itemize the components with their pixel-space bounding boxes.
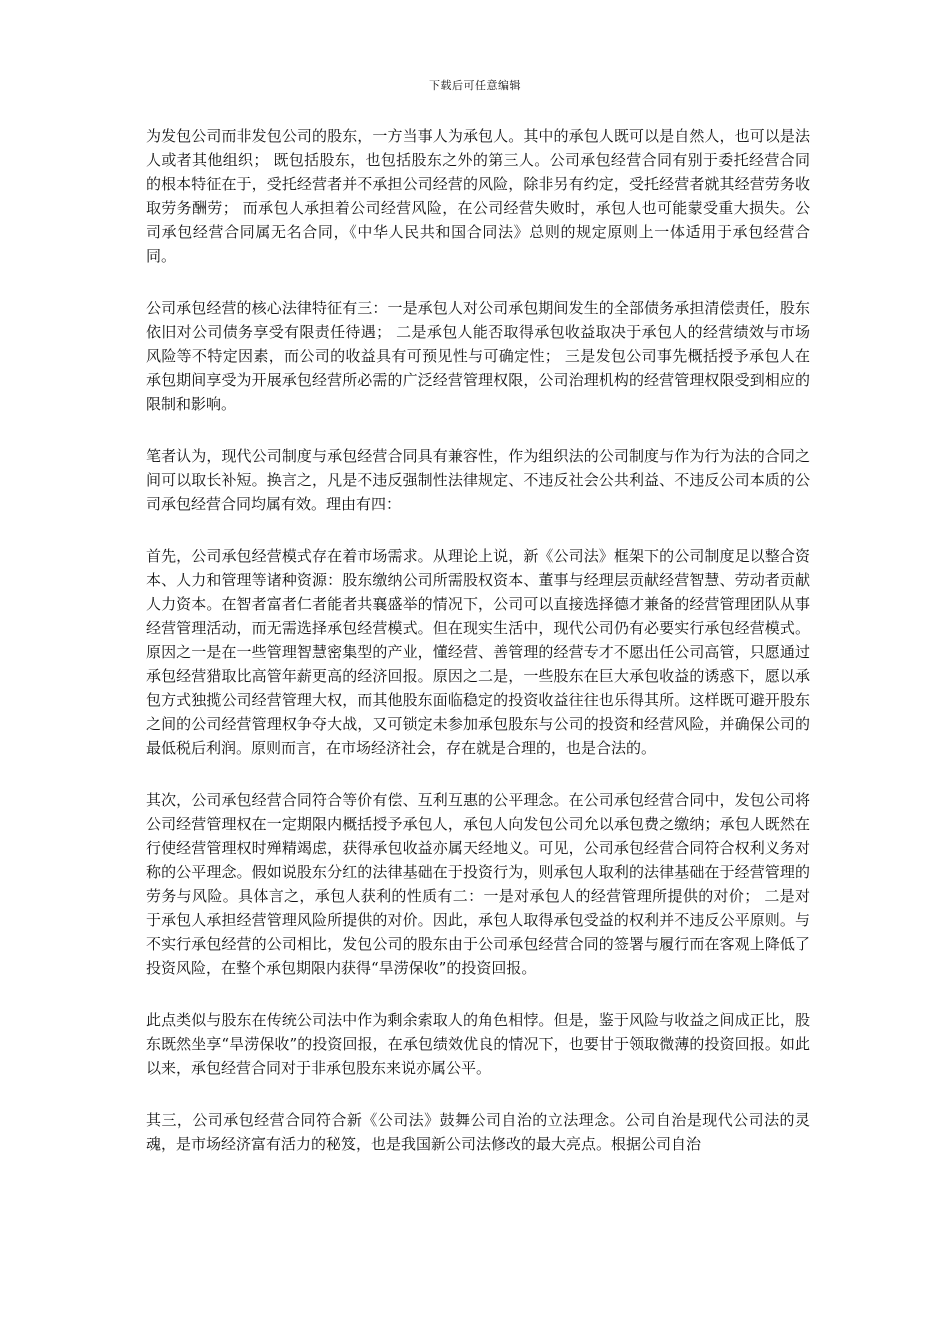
paragraph-1: 为发包公司而非发包公司的股东，一方当事人为承包人。其中的承包人既可以是自然人，也可以是法人或者其他组织； 既包括股东，也包括股东之外的第三人。公司承包经营合同有别于委托经营合同的根本特征在于，受托经营者并不承担公司经营的风险，除非另有约定，受托经营者就其经营劳务收取劳务酬劳； 而承包人承担着公司经营风险，在公司经营失败时，承包人也可能蒙受重大损失。公司承包经营合同属无名合同，《中华人民共和国合同法》总则的规定原则上一体适用于承包经营合同。	[146, 127, 810, 265]
document-body	[146, 124, 810, 1156]
paragraph-4: 首先，公司承包经营模式存在着市场需求。从理论上说，新《公司法》框架下的公司制度足以整合资本、人力和管理等诸种资源：股东缴纳公司所需股权资本、董事与经理层贡献经营智慧、劳动者贡献人力资本。在智者富者仁者能者共襄盛举的情况下，公司可以直接选择德才兼备的经营管理团队从事经营管理活动，而无需选择承包经营模式。但在现实生活中，现代公司仍有必要实行承包经营模式。原因之一是在一些管理智慧密集型的产业，懂经营、善管理的经营专才不愿出任公司高管，只愿通过承包经营猎取比高管年薪更高的经济回报。原因之二是，一些股东在巨大承包收益的诱惑下，愿以承包方式独揽公司经营管理大权，而其他股东面临稳定的投资收益往往也乐得其所。这样既可避开股东之间的公司经营管理权争夺大战，又可锁定未参加承包股东与公司的投资和经营风险，并确保公司的最低税后利润。原则而言，在市场经济社会，存在就是合理的，也是合法的。	[146, 547, 810, 757]
paragraph-2: 公司承包经营的核心法律特征有三：一是承包人对公司承包期间发生的全部债务承担清偿责任，股东依旧对公司债务享受有限责任待遇； 二是承包人能否取得承包收益取决于承包人的经营绩效与市场风险等不特定因素，而公司的收益具有可预见性与可确定性； 三是发包公司事先概括授予承包人在承包期间享受为开展承包经营所必需的广泛经营管理权限，公司治理机构的经营管理权限受到相应的限制和影响。	[146, 299, 810, 413]
page-header: 下载后可任意编辑	[429, 79, 521, 92]
paragraph-3: 笔者认为，现代公司制度与承包经营合同具有兼容性，作为组织法的公司制度与作为行为法的合同之间可以取长补短。换言之，凡是不违反强制性法律规定、不违反社会公共利益、不违反公司本质的公司承包经营合同均属有效。理由有四：	[146, 447, 810, 513]
paragraph-6: 此点类似与股东在传统公司法中作为剩余索取人的角色相悖。但是，鉴于风险与收益之间成正比，股东既然坐享“旱涝保收”的投资回报，在承包绩效优良的情况下，也要甘于领取微薄的投资回报。如此以来，承包经营合同对于非承包股东来说亦属公平。	[146, 1011, 810, 1077]
paragraph-7: 其三，公司承包经营合同符合新《公司法》鼓舞公司自治的立法理念。公司自治是现代公司法的灵魂，是市场经济富有活力的秘笈，也是我国新公司法修改的最大亮点。根据公司自治	[146, 1111, 810, 1153]
paragraph-5: 其次，公司承包经营合同符合等价有偿、互利互惠的公平理念。在公司承包经营合同中，发包公司将公司经营管理权在一定期限内概括授予承包人，承包人向发包公司允以承包费之缴纳；承包人既然在行使经营管理权时殚精竭虑，获得承包收益亦属天经地义。可见，公司承包经营合同符合权利义务对称的公平理念。假如说股东分红的法律基础在于投资行为，则承包人取利的法律基础在于经营管理的劳务与风险。具体言之，承包人获利的性质有二：一是对承包人的经营管理所提供的对价； 二是对于承包人承担经营管理风险所提供的对价。因此，承包人取得承包受益的权利并不违反公平原则。与不实行承包经营的公司相比，发包公司的股东由于公司承包经营合同的签署与履行而在客观上降低了投资风险，在整个承包期限内获得“旱涝保收”的投资回报。	[146, 791, 810, 977]
